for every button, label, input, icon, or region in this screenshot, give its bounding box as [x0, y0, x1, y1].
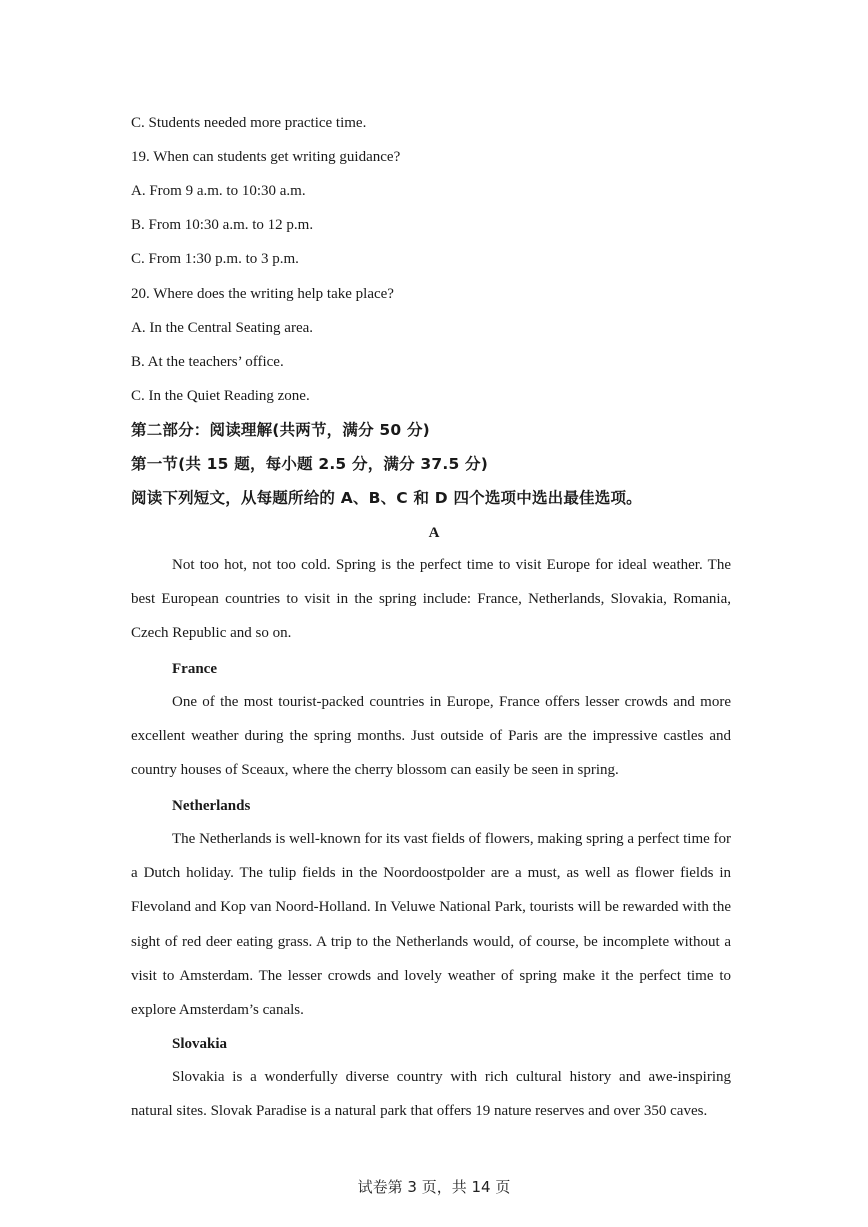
section-instruction: 阅读下列短文，从每题所给的 A、B、C 和 D 四个选项中选出最佳选项。: [131, 489, 642, 507]
paragraph-france: One of the most tourist-packed countries in Europe, France offers lesser crowds and more excellent weather during the spring months. Just outside of Paris are the impressive castles and country houses of Sceaux, where the cherry blossom can easily be seen in spring.: [131, 694, 731, 779]
q20-stem: 20. Where does the writing help take place?: [131, 286, 394, 302]
q20-option-b: B. At the teachers’ office.: [131, 354, 284, 370]
q20-option-a: A. In the Central Seating area.: [131, 320, 314, 336]
q19-option-b: B. From 10:30 a.m. to 12 p.m.: [131, 217, 314, 233]
heading-france: France: [172, 661, 217, 677]
q20-option-c: C. In the Quiet Reading zone.: [131, 388, 310, 404]
q18-option-c: C. Students needed more practice time.: [131, 115, 367, 131]
passage-label: A: [428, 525, 440, 541]
page-footer: 试卷第 3 页，共 14 页: [357, 1178, 511, 1196]
part-title: 第二部分：阅读理解(共两节，满分 50 分): [131, 421, 430, 439]
q19-option-c: C. From 1:30 p.m. to 3 p.m.: [131, 251, 299, 267]
heading-netherlands: Netherlands: [172, 798, 251, 814]
passage-intro: Not too hot, not too cold. Spring is the perfect time to visit Europe for ideal weather. The best European countries to visit in the spring include: France, Netherlands, Slovakia, Romania, Czech Republic and so on.: [131, 557, 731, 642]
q19-stem: 19. When can students get writing guidance?: [131, 149, 401, 165]
paragraph-netherlands: The Netherlands is well-known for its vast fields of flowers, making spring a perfect time for a Dutch holiday. The tulip fields in the Noordoostpolder are a must, as well as flower fields in Flevoland and Kop van Noord-Holland. In Veluwe National Park, tourists will be rewarded with the sight of red deer eating grass. A trip to the Netherlands would, of course, be incomplete without a visit to Amsterdam. The lesser crowds and lovely weather of spring make it the perfect time to explore Amsterdam’s canals.: [131, 831, 732, 1019]
paragraph-slovakia: Slovakia is a wonderfully diverse country with rich cultural history and awe-inspiring natural sites. Slovak Paradise is a natural park that offers 19 nature reserves and over 350 caves.: [131, 1069, 731, 1120]
heading-slovakia: Slovakia: [172, 1036, 228, 1052]
subsection-title: 第一节(共 15 题，每小题 2.5 分，满分 37.5 分): [131, 455, 489, 473]
q19-option-a: A. From 9 a.m. to 10:30 a.m.: [131, 183, 306, 199]
